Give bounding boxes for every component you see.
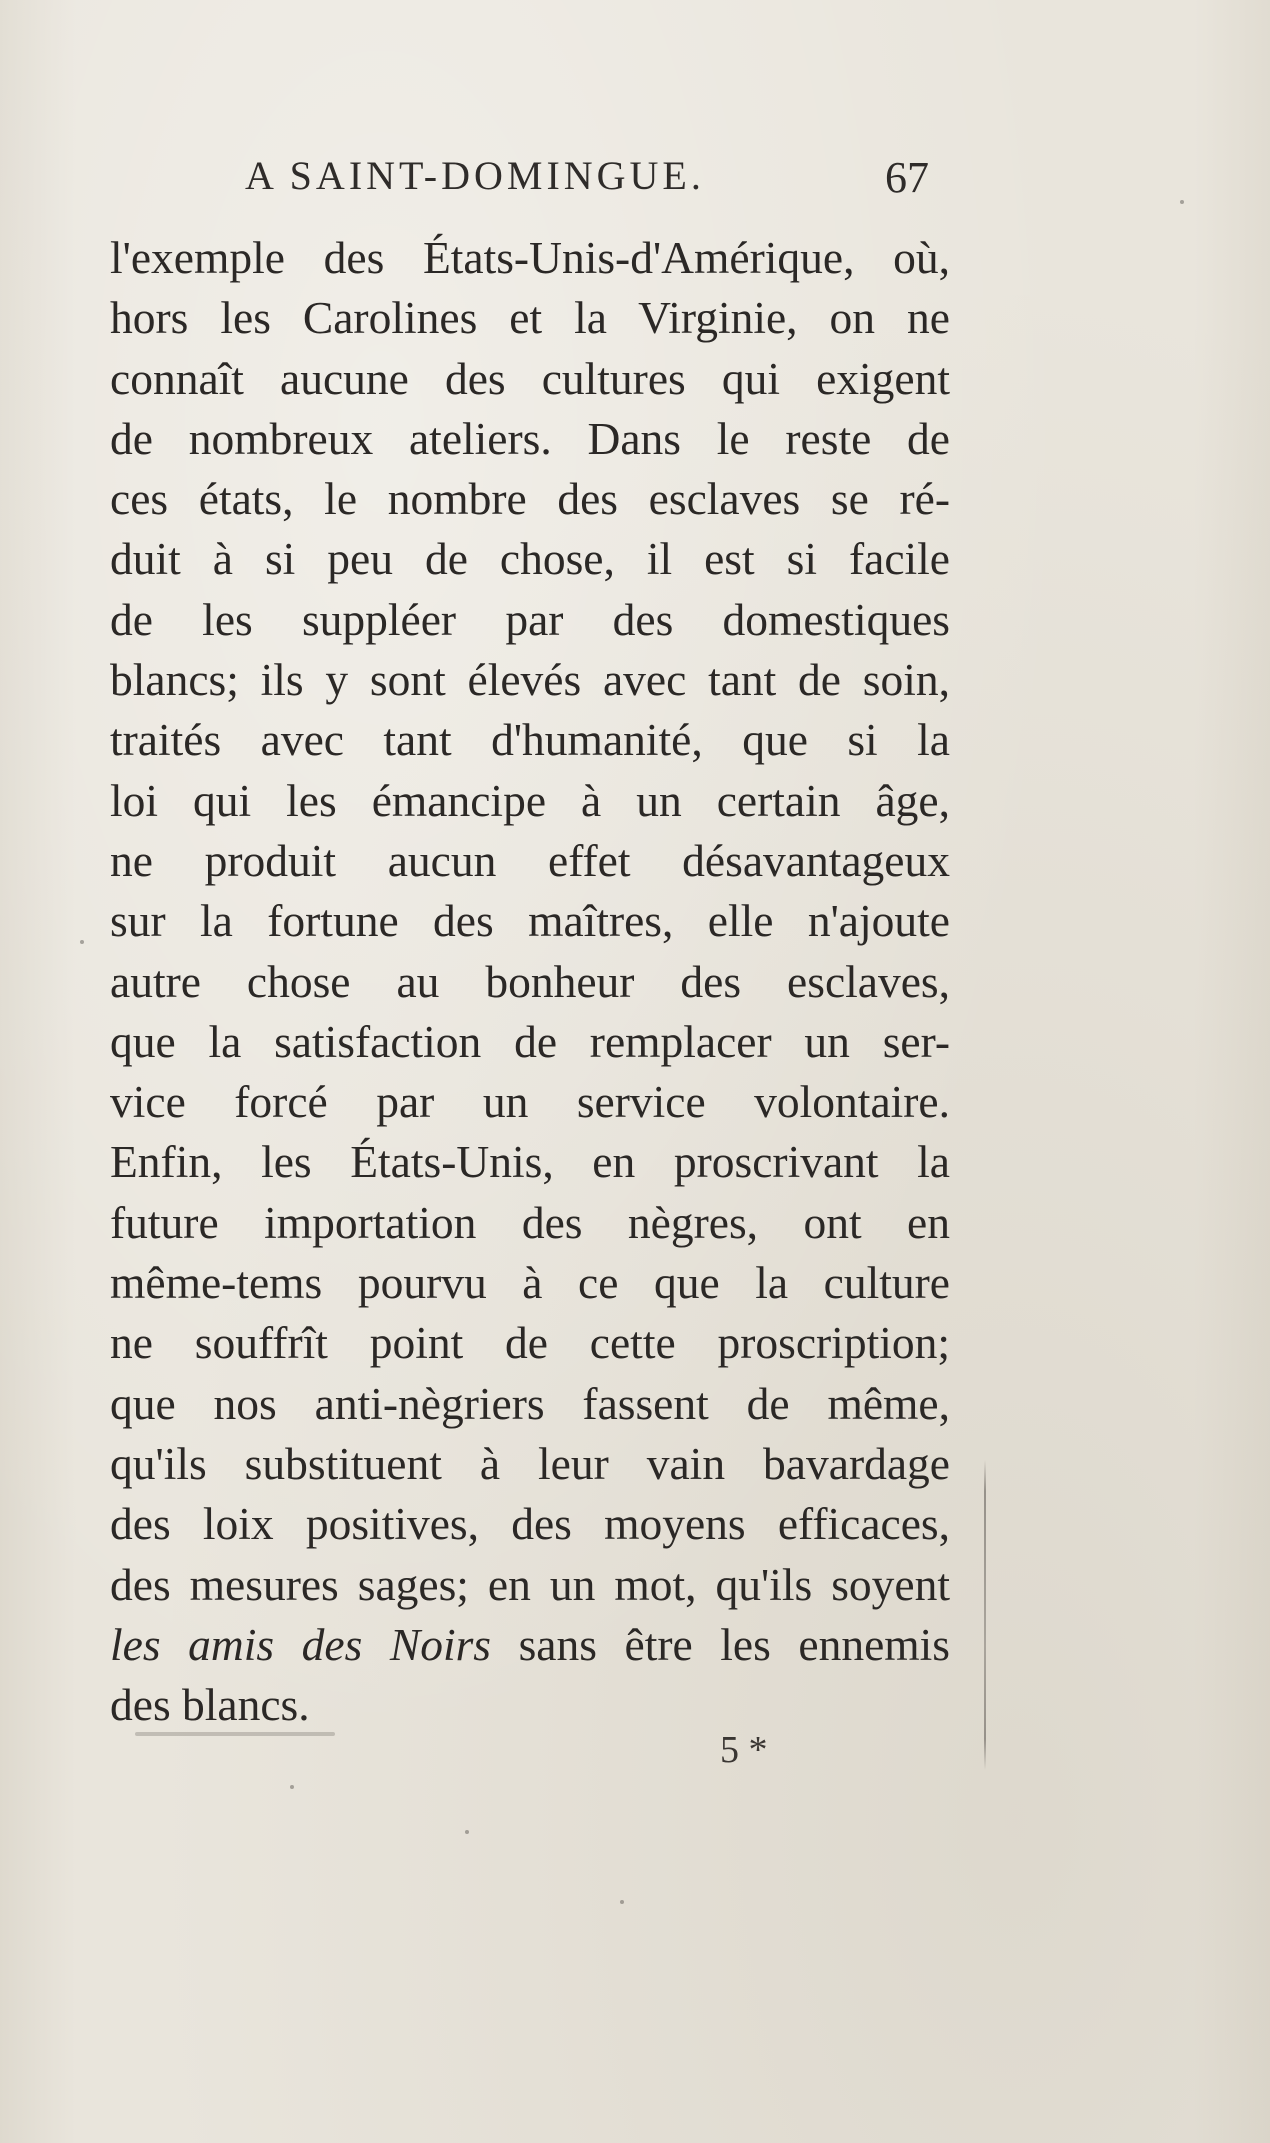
running-head-title: A SAINT-DOMINGUE. [245,153,705,198]
pencil-underline-mark [135,1732,335,1736]
text-line: même-tems pourvu à ce que la culture [110,1257,950,1309]
text-line: ne souffrît point de cette proscription; [110,1317,950,1369]
text-line: hors les Carolines et la Virginie, on ne [110,292,950,344]
text-line: vice forcé par un service volontaire. [110,1076,950,1128]
text-line-mixed [110,1615,950,1675]
text-line: ces états, le nombre des esclaves se ré- [110,473,950,525]
text-line: qu'ils substituent à leur vain bavardage [110,1437,950,1489]
text-line: que la satisfaction de remplacer un ser- [110,1015,950,1067]
text-line: traités avec tant d'humanité, que si la [110,714,950,766]
text-line: future importation des nègres, ont en [110,1196,950,1248]
paper-speck [620,1900,624,1904]
text-line: de les suppléer par des domestiques [110,593,950,645]
text-line: ne produit aucun effet désavantageux [110,834,950,886]
text-line: des mesures sages; en un mot, qu'ils soyent [110,1558,950,1610]
text-line: loi qui les émancipe à un certain âge, [110,774,950,826]
text-line-final: des blancs. [110,1679,310,1731]
paper-speck [465,1830,469,1834]
text-line: Enfin, les États-Unis, en proscrivant la [110,1136,950,1188]
signature-mark: 5 * [720,1729,768,1771]
body-text [110,228,950,1735]
text-line: de nombreux ateliers. Dans le reste de [110,412,950,464]
italic-phrase: les amis des Noirs [110,1618,492,1670]
text-line: que nos anti-nègriers fassent de même, [110,1377,950,1429]
running-head [245,152,945,212]
text-line: connaît aucune des cultures qui exigent [110,352,950,404]
paper-speck [1180,200,1184,204]
text-line: duit à si peu de chose, il est si facile [110,533,950,585]
paper-speck [290,1785,294,1789]
text-line: autre chose au bonheur des esclaves, [110,955,950,1007]
page-number: 67 [885,153,929,202]
text-line: des loix positives, des moyens efficaces, [110,1498,950,1550]
text-line: l'exemple des États-Unis-d'Amérique, où, [110,232,950,283]
roman-phrase: sans être les ennemis [491,1618,950,1670]
margin-pencil-line [984,1460,986,1770]
text-line: sur la fortune des maîtres, elle n'ajoute [110,895,950,947]
paper-speck [80,940,84,944]
text-line: blancs; ils y sont élevés avec tant de soin, [110,654,950,706]
